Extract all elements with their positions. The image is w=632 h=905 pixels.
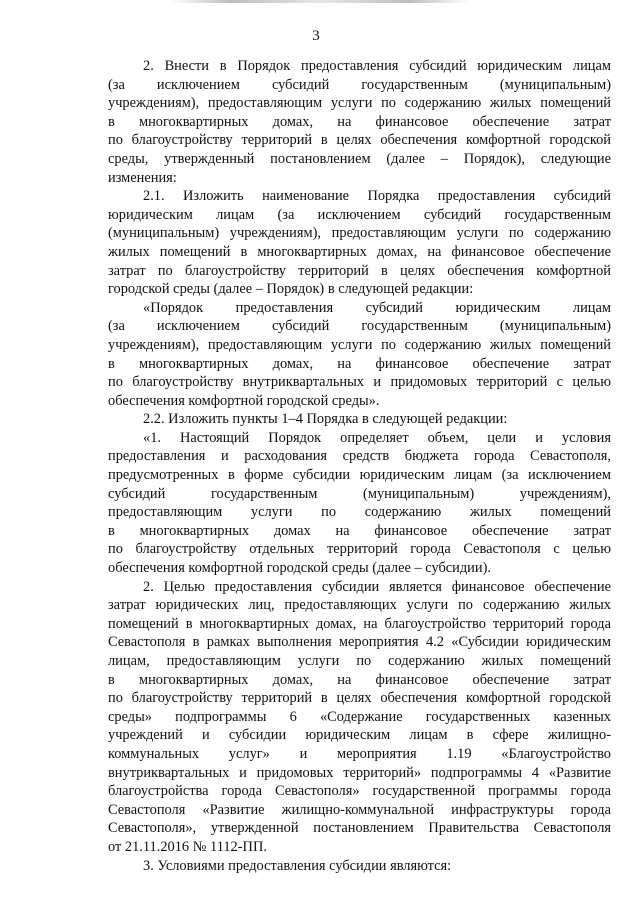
scan-edge-artifact [170,0,470,3]
text-line: обеспечения комфортной городской среды (далее – субсидии). [108,560,491,577]
text-line: Севастополя», утвержденной постановлением Правительства Севастополя [108,820,611,837]
text-line: учреждениям), предоставляющим услуги по содержанию жилых помещений [108,336,611,353]
text-line: юридическим лицам (за исключением субсидий государственным [108,206,611,223]
text-line: по благоустройству внутриквартальных и придомовых территорий с целью [108,374,611,391]
text-line: жилых помещений в многоквартирных домах, на финансовое обеспечение [108,243,611,260]
document-body [108,57,611,875]
text-line: 3. Условиями предоставления субсидии являются: [143,857,452,874]
text-line: предоставления и расходования средств бюджета города Севастополя, [108,448,611,465]
text-line: (муниципальным) учреждениям), предоставляющим услуги по содержанию [108,225,611,242]
text-line: предусмотренных в форме субсидии юридическим лицам (за исключением [108,467,611,484]
text-line: 2. Внести в Порядок предоставления субсидий юридическим лицам [143,58,611,74]
text-line: обеспечения комфортной городской среды». [108,392,380,409]
text-line: лицам, предоставляющим услуги по содержанию жилых помещений [108,653,611,669]
text-line: «1. Настоящий Порядок определяет объем, цели и условия [143,429,611,446]
text-line: (за исключением субсидий государственным (муниципальным) [108,318,611,335]
text-line: коммунальных услуг» и мероприятия 1.19 «Благоустройство [108,745,611,762]
text-line: по благоустройству отдельных территорий города Севастополя с целью [108,541,611,558]
text-line: Севастополя «Развитие жилищно-коммунальной инфраструктуры города [108,801,611,818]
text-line: субсидий государственным (муниципальным) учреждениям), [108,485,611,502]
text-line: в многоквартирных домах на финансовое обеспечение затрат [108,522,611,539]
text-line: городской среды (далее – Порядок) в следующей редакции: [108,281,474,298]
text-line: среды, утвержденный постановлением (далее – Порядок), следующие [108,150,611,167]
text-line: среды» подпрограммы 6 «Содержание государственных казенных [108,708,611,725]
text-line: предоставляющим услуги по содержанию жилых помещений [108,504,611,521]
text-line: по благоустройству территорий в целях обеспечения комфортной городской [108,132,611,149]
text-line: Севастополя в рамках выполнения мероприятия 4.2 «Субсидии юридическим [108,634,611,651]
text-line: затрат юридических лиц, предоставляющих услуги по содержанию жилых [108,597,611,614]
text-line: от 21.11.2016 № 1112-ПП. [108,838,267,855]
text-line: «Порядок предоставления субсидий юридическим лицам [143,299,611,316]
text-line: (за исключением субсидий государственным (муниципальным) [108,76,611,93]
text-line: учреждениям), предоставляющим услуги по содержанию жилых помещений [108,95,611,112]
text-line: в многоквартирных домах, на финансовое обеспечение затрат [108,355,611,372]
text-line: 2.2. Изложить пункты 1–4 Порядка в следующей редакции: [143,411,508,428]
text-line: учреждений и субсидии юридическим лицам в сфере жилищно- [108,727,611,744]
text-line: затрат по благоустройству территорий в целях обеспечения комфортной [108,262,611,279]
text-line: изменения: [108,169,177,186]
text-line: в многоквартирных домах, на финансовое обеспечение затрат [108,113,611,130]
text-line: по благоустройству территорий в целях обеспечения комфортной городской [108,690,611,707]
text-line: в многоквартирных домах, на финансовое обеспечение затрат [108,671,611,688]
text-line: 2. Целью предоставления субсидии является финансовое обеспечение [143,578,611,595]
text-line: благоустройства города Севастополя» государственной программы города [108,783,611,800]
text-line: 2.1. Изложить наименование Порядка предоставления субсидий [143,188,611,205]
page-number: 3 [312,28,320,44]
text-line: помещений в многоквартирных домах, на благоустройство территорий города [108,615,611,632]
text-line: внутриквартальных и придомовых территорий» подпрограммы 4 «Развитие [108,764,611,781]
